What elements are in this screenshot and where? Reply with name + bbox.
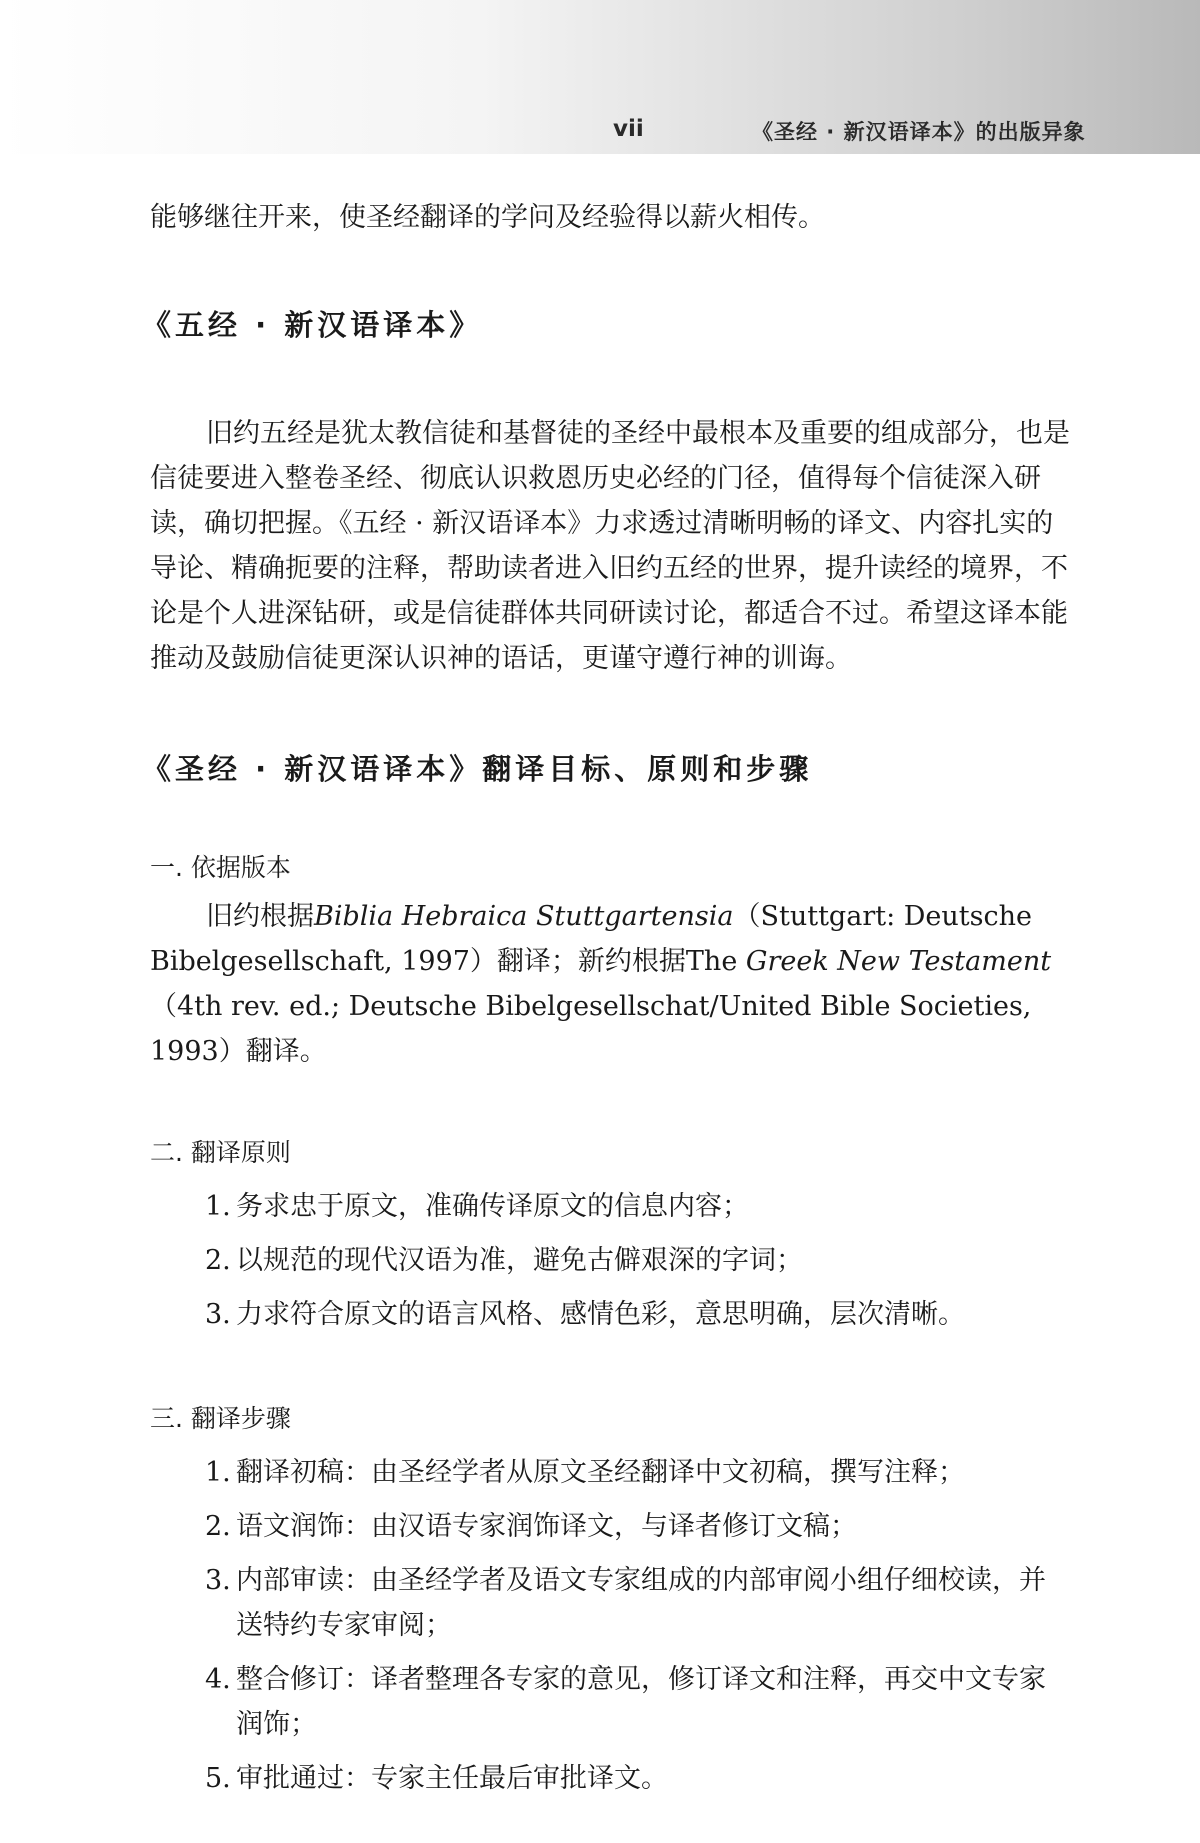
subheading-source-texts: 一. 依据版本	[150, 853, 291, 882]
source-text-a: 旧约根据	[206, 901, 314, 932]
list-item	[150, 1756, 1072, 1801]
list-item	[150, 1184, 1072, 1229]
list-item-text: 审批通过：专家主任最后审批译文。	[236, 1763, 668, 1794]
list-item-number: 4.	[205, 1664, 231, 1695]
list-item-text: 内部审读：由圣经学者及语文专家组成的内部审阅小组仔细校读，并送特约专家审阅；	[236, 1565, 1046, 1641]
list-item-number: 5.	[205, 1763, 231, 1794]
list-item-text: 语文润饰：由汉语专家润饰译文，与译者修订文稿；	[236, 1511, 857, 1542]
list-item	[150, 1558, 1072, 1648]
list-item	[150, 1657, 1072, 1747]
section-heading-translation: 《圣经 · 新汉语译本》翻译目标、原则和步骤	[142, 752, 813, 786]
principles-list	[150, 1184, 1072, 1337]
list-item-number: 3.	[205, 1299, 231, 1330]
list-item-text: 翻译初稿：由圣经学者从原文圣经翻译中文初稿，撰写注释；	[236, 1457, 965, 1488]
list-item-number: 1.	[205, 1457, 231, 1488]
steps-list	[150, 1450, 1072, 1801]
list-item	[150, 1238, 1072, 1283]
source-text-b: （Stuttgart: Deutsche Bibelgesellschaft, 1997）翻译；新约根据The	[150, 901, 1032, 977]
list-item-number: 2.	[205, 1511, 231, 1542]
section-heading-pentateuch: 《五经 · 新汉语译本》	[142, 308, 483, 342]
list-item-text: 整合修订：译者整理各专家的意见，修订译文和注释，再交中文专家润饰；	[236, 1664, 1046, 1740]
list-item-text: 以规范的现代汉语为准，避免古僻艰深的字词；	[236, 1245, 803, 1276]
source-texts-paragraph	[150, 894, 1072, 1074]
page-content	[142, 195, 1072, 1810]
list-item	[150, 1292, 1072, 1337]
list-item-text: 力求符合原文的语言风格、感情色彩，意思明确，层次清晰。	[236, 1299, 965, 1330]
pentateuch-paragraph: 旧约五经是犹太教信徒和基督徒的圣经中最根本及重要的组成部分，也是信徒要进入整卷圣经、彻底认识救恩历史必经的门径，值得每个信徒深入研读，确切把握。《五经 · 新汉语译本》力求透过清晰明畅的译文、内容扎实的导论、精确扼要的注释，帮助读者进入旧约五经的世界，提升读经的境界，不论是个人进深钻研，或是信徒群体共同研读讨论，都适合不过。希望这译本能推动及鼓励信徒更深认识神的语话，更谨守遵行神的训诲。	[150, 418, 1070, 674]
page-number: vii	[613, 116, 644, 142]
nt-source-title: Greek New Testament	[745, 946, 1052, 977]
list-item-number: 2.	[205, 1245, 231, 1276]
list-item-text: 务求忠于原文，准确传译原文的信息内容；	[236, 1191, 749, 1222]
ot-source-title: Biblia Hebraica Stuttgartensia	[314, 901, 734, 932]
list-item-number: 1.	[205, 1191, 231, 1222]
list-item-number: 3.	[205, 1565, 231, 1596]
running-title: 《圣经 · 新汉语译本》的出版异象	[752, 120, 1086, 144]
subheading-principles: 二. 翻译原则	[150, 1138, 291, 1167]
intro-line: 能够继往开来，使圣经翻译的学问及经验得以薪火相传。	[150, 202, 825, 233]
page-header	[0, 0, 1200, 154]
list-item	[150, 1504, 1072, 1549]
source-text-c: （4th rev. ed.; Deutsche Bibelgesellschat/United Bible Societies, 1993）翻译。	[150, 991, 1032, 1067]
subheading-steps: 三. 翻译步骤	[150, 1404, 291, 1433]
list-item	[150, 1450, 1072, 1495]
